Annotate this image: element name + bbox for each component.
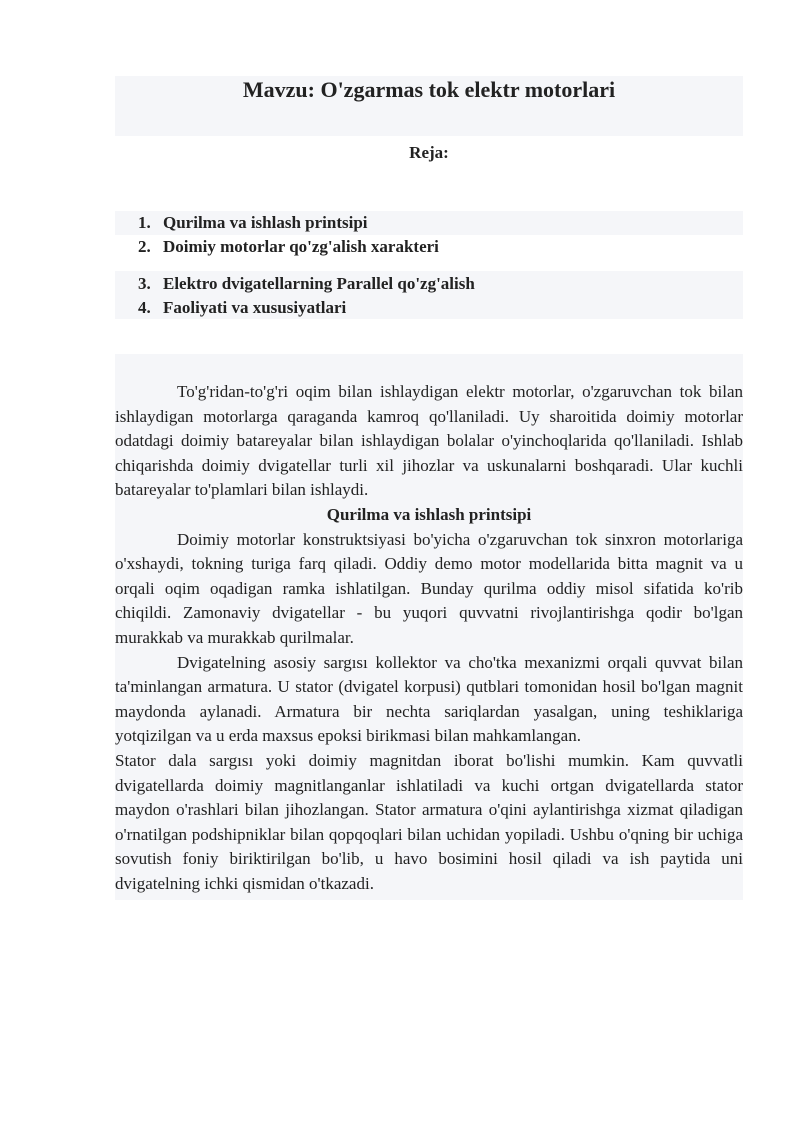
body-text (115, 380, 743, 896)
plan-item-number: 2. (138, 237, 151, 256)
plan-item-2 (138, 236, 439, 258)
plan-item-text: Qurilma va ishlash printsipi (163, 213, 368, 232)
plan-heading: Reja: (409, 143, 449, 162)
paragraph-1: Doimiy motorlar konstruktsiyasi bo'yicha o'zgaruvchan tok sinxron motorlariga o'xshaydi, tokning turiga farq qiladi. Oddiy demo motor modellarida bitta magnit va u orqali oqim oqadigan ramka ishlatilgan. Bunday qurilma oddiy misol sifatida ko'rib chiqildi. Zamonaviy dvigatellar - bu yuqori quvvatni rivojlantirishga qodir bo'lgan murakkab va murakkab qurilmalar. (115, 529, 743, 647)
intro-paragraph: To'g'ridan-to'g'ri oqim bilan ishlaydigan elektr motorlar, o'zgaruvchan tok bilan ishlaydigan motorlarga qaraganda kamroq qo'llaniladi. Uy sharoitida doimiy motorlar odatdagi doimiy batareyalar bilan ishlaydigan bolalar o'yinchoqlarida qo'llaniladi. Ishlab chiqarishda doimiy dvigatellar turli xil jihozlar va uskunalarni boshqaradi. Ular kuchli batareyalar to'plamlari bilan ishlaydi. (115, 382, 743, 500)
plan-item-text: Elektro dvigatellarning Parallel qo'zg'alish (163, 274, 475, 293)
section-heading: Qurilma va ishlash printsipi (326, 504, 532, 524)
plan-item-text: Faoliyati va xususiyatlari (163, 298, 347, 317)
plan-item-3 (138, 273, 475, 295)
page-title: Mavzu: O'zgarmas tok elektr motorlari (242, 77, 616, 102)
plan-item-number: 3. (138, 274, 151, 293)
plan-item-4 (138, 297, 346, 319)
paragraph-3: Stator dala sargısı yoki doimiy magnitdan iborat bo'lishi mumkin. Kam quvvatli dvigatellarda doimiy magnitlanganlar ishlatiladi va kuchi ortgan dvigatellarda stator maydon o'rashlari bilan jihozlangan. Stator armatura o'qini aylantirishga xizmat qiladigan o'rnatilgan podshipniklar bilan qopqoqlari bilan uchidan yopiladi. Ushbu o'qning bir uchiga sovutish foniy biriktirilgan bo'lib, u havo bosimini hosil qiladi va ish paytida uni dvigatelning ichki qismidan o'tkazadi. (115, 750, 743, 893)
plan-item-number: 4. (138, 298, 151, 317)
plan-item-number: 1. (138, 213, 151, 232)
paragraph-2: Dvigatelning asosiy sargısı kollektor va cho'tka mexanizmi orqali quvvat bilan ta'minlangan armatura. U stator (dvigatel korpusi) qutblari tomonidan hosil bo'lgan magnit maydonda aylanadi. Armatura bir nechta sariqlardan yasalgan, uning teshiklariga yotqizilgan va u erda maxsus epoksi birikmasi bilan mahkamlangan. (115, 652, 743, 746)
plan-item-text: Doimiy motorlar qo'zg'alish xarakteri (163, 237, 439, 256)
plan-item-1 (138, 212, 368, 234)
